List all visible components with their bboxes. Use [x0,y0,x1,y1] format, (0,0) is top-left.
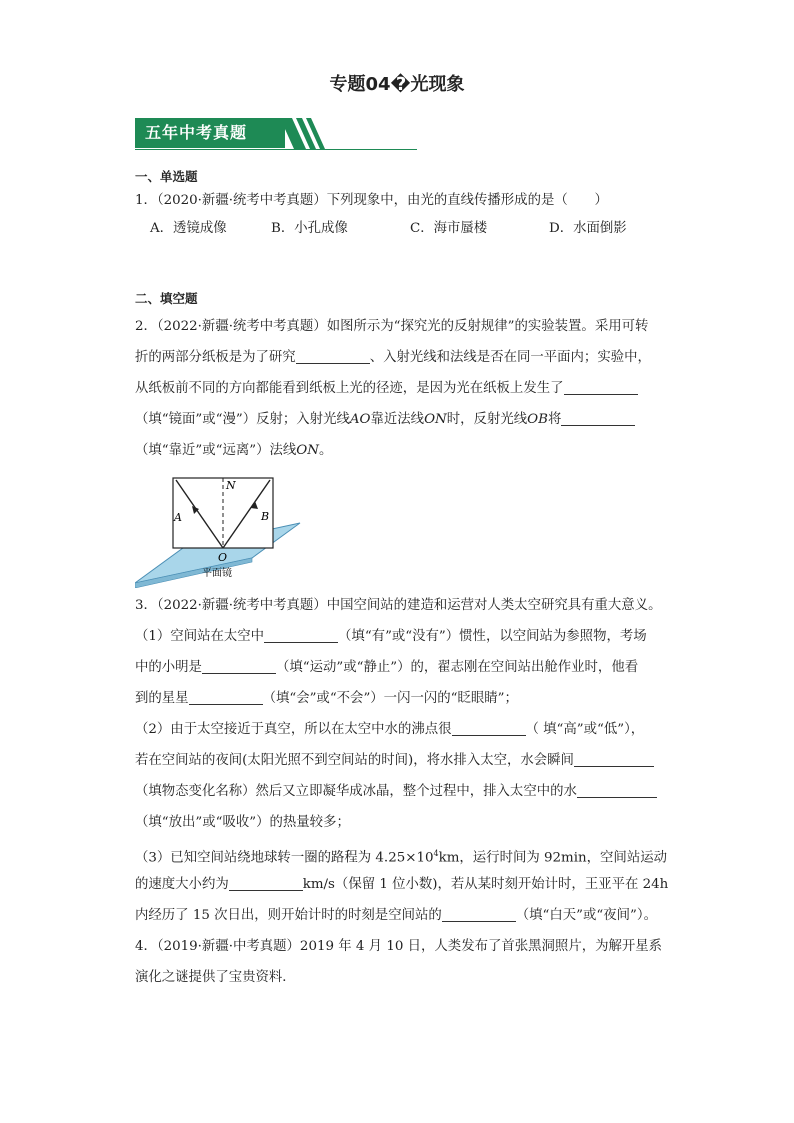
question-2-line-2: 折的两部分纸板是为了研究 、入射光线和法线是否在同一平面内；实验中， [135,350,651,365]
question-3-line-10: 的速度大小约为 km/s（保留 1 位小数)，若从某时刻开始计时，王亚平在 24h [135,877,669,892]
answer-blank[interactable] [564,380,638,395]
question-2-line-5: （填“靠近”或“远离”）法线ON。 [135,443,333,458]
answer-blank[interactable] [452,721,526,736]
question-3-line-4: 到的星星 （填“会”或“不会”）一闪一闪的“眨眼睛”； [135,691,518,706]
question-3-line-1: 3．（2022·新疆·统考中考真题）中国空间站的建造和运营对人类太空研究具有重大意义。 [135,598,662,613]
answer-blank[interactable] [229,876,303,891]
answer-blank[interactable] [577,783,657,798]
question-2-line-4: （填“镜面”或“漫”）反射；入射光线AO靠近法线ON时，反射光线OB将 [135,404,665,435]
option-c[interactable]: C．海市蜃楼 [410,221,488,236]
answer-blank[interactable] [264,628,338,643]
option-d[interactable]: D．水面倒影 [549,221,627,236]
label-o: O [218,551,228,564]
banner-stripes-icon [280,118,340,149]
label-mirror: 平面镜 [202,568,232,579]
section-banner [135,118,417,150]
section-heading-fill-blank: 二、填空题 [135,291,198,306]
reflection-diagram [135,468,305,588]
question-2-line-3: 从纸板前不同的方向都能看到纸板上光的径迹，是因为光在纸板上发生了 [135,373,665,404]
question-4-line-1: 4．（2019·新疆·中考真题）2019 年 4 月 10 日，人类发布了首张黑洞照片，为解开星系 [135,939,663,954]
banner-underline [135,149,417,150]
question-3-line-11: 内经历了 15 次日出，则开始计时的时刻是空间站的 （填“白天”或“夜间”）。 [135,908,657,923]
option-b[interactable]: B．小孔成像 [271,221,348,236]
question-3-line-2: （1）空间站在太空中 （填“有”或“没有”）惯性，以空间站为参照物，考场 [135,629,647,644]
answer-blank[interactable] [189,690,263,705]
question-3-line-8: （填“放出”或“吸收”）的热量较多； [135,815,350,830]
question-1-options [135,213,665,245]
label-a: A [174,511,182,524]
label-n: N [226,479,236,492]
option-a[interactable]: A．透镜成像 [150,221,227,236]
question-3-line-7: （填物态变化名称）然后又立即凝华成冰晶，整个过程中，排入太空中的水 [135,776,665,807]
question-3-line-3: 中的小明是 （填“运动”或“静止”）的，翟志刚在空间站出舱作业时，他看 [135,660,639,675]
answer-blank[interactable] [296,349,370,364]
answer-blank[interactable] [202,659,276,674]
answer-blank[interactable] [561,411,635,426]
exam-content [135,165,669,993]
label-b: B [261,510,270,523]
section-heading-single-choice: 一、单选题 [135,169,198,184]
reflection-experiment-figure [135,468,665,588]
answer-blank[interactable] [442,907,516,922]
question-3-line-6: 若在空间站的夜间(太阳光照不到空间站的时间)，将水排入太空，水会瞬间 [135,745,665,776]
question-4-line-2: 演化之谜提供了宝贵资料． [135,970,296,985]
page-title: 专题04�光现象 [329,74,465,95]
question-3-line-9: （3）已知空间站绕地球转一圈的路程为 $4.25\times 10^4km$，运行时间为 92min，空间站运动 [135,849,667,866]
question-3-line-5: （2）由于太空接近于真空，所以在太空中水的沸点很 （ 填“高”或“低”）， [135,722,645,737]
banner-text: 五年中考真题 [145,123,248,142]
answer-blank[interactable] [574,752,654,767]
question-2-line-1: 2．（2022·新疆·统考中考真题）如图所示为“探究光的反射规律”的实验装置。采用可转 [135,319,649,334]
question-1-stem: 1．（2020·新疆·统考中考真题）下列现象中，由光的直线传播形成的是（ ） [135,193,608,208]
